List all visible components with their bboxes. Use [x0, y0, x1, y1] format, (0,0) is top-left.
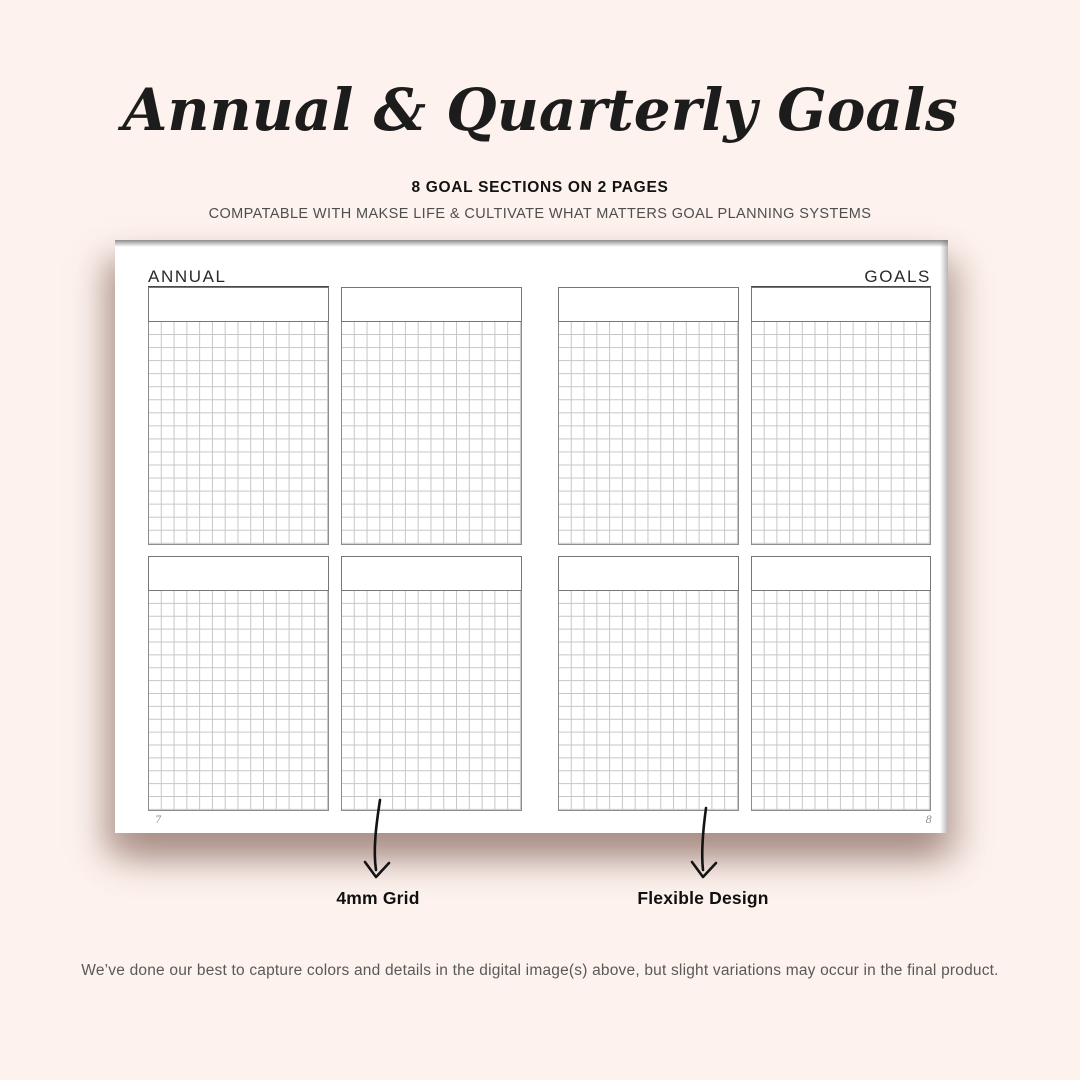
goal-title-box — [341, 556, 522, 591]
down-arrow-icon — [682, 806, 728, 886]
goal-grid — [341, 591, 522, 811]
goal-section — [751, 556, 932, 811]
page-gutter — [522, 265, 558, 811]
annotation-design-label: Flexible Design — [637, 888, 769, 908]
goal-title-box — [558, 556, 739, 591]
goal-title-box — [558, 287, 739, 322]
planner-spread-mockup — [115, 240, 948, 833]
goal-section — [148, 287, 329, 545]
goal-grid — [148, 322, 329, 545]
goal-grid — [341, 322, 522, 545]
right-page — [558, 265, 931, 811]
goal-grid — [148, 591, 329, 811]
goal-title-box — [751, 556, 932, 591]
compatibility-note: COMPATABLE WITH MAKSE LIFE & CULTIVATE WHAT MATTERS GOAL PLANNING SYSTEMS — [208, 206, 872, 222]
goal-section — [558, 287, 739, 545]
corner-spacer — [558, 265, 739, 287]
goal-title-box — [751, 287, 932, 322]
goal-grid — [751, 322, 932, 545]
goal-grid — [751, 591, 932, 811]
down-arrow-icon — [355, 798, 401, 886]
goal-title-box — [148, 556, 329, 591]
goal-section — [148, 556, 329, 811]
goal-title-box — [148, 287, 329, 322]
left-page — [148, 265, 522, 811]
left-page-number: 7 — [155, 815, 162, 826]
subtitle: 8 GOAL SECTIONS ON 2 PAGES — [411, 179, 669, 196]
goal-grid — [558, 591, 739, 811]
spread-inner — [148, 265, 931, 811]
corner-spacer — [341, 265, 522, 287]
disclaimer-text: We’ve done our best to capture colors and details in the digital image(s) above, but slight variations may occur in the final product. — [81, 962, 999, 979]
right-page-number: 8 — [925, 815, 932, 826]
goal-section — [751, 287, 932, 545]
goals-label: GOALS — [751, 265, 932, 287]
goal-section — [341, 287, 522, 545]
goal-section — [558, 556, 739, 811]
annual-label: ANNUAL — [148, 265, 329, 287]
goal-title-box — [341, 287, 522, 322]
goal-section — [341, 556, 522, 811]
page-title: Annual & Quarterly Goals — [122, 76, 958, 144]
goal-grid — [558, 322, 739, 545]
annotation-grid-label: 4mm Grid — [336, 888, 420, 908]
